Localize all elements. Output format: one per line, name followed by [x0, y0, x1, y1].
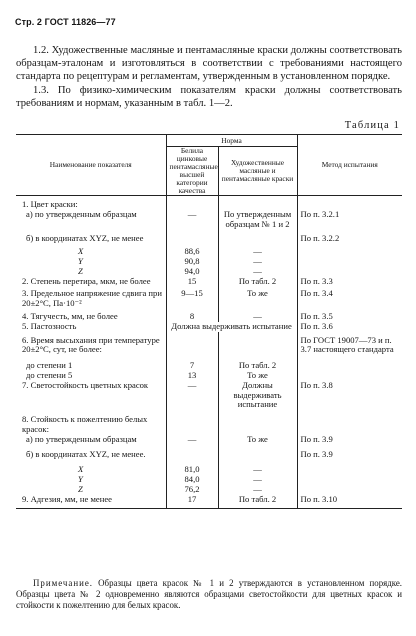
cell-white — [166, 229, 218, 244]
cell-white: 88,6 — [166, 244, 218, 257]
table-row — [16, 244, 402, 257]
cell-art: Должны выдерживать испытание — [218, 381, 297, 410]
table-1 — [16, 134, 402, 509]
cell-white: — — [166, 210, 218, 230]
table-row — [16, 229, 402, 244]
cell-method: По п. 3.8 — [297, 381, 402, 410]
cell-indicator: б) в координатах XYZ, не менее. — [26, 448, 146, 459]
cell-art: По табл. 2 — [218, 277, 297, 287]
cell-art: — — [218, 475, 297, 485]
cell-art: — — [218, 267, 297, 277]
cell-method: По п. 3.2.2 — [297, 229, 402, 244]
cell-white: — — [166, 435, 218, 445]
cell-white — [166, 332, 218, 356]
cell-white — [166, 196, 218, 210]
cell-indicator: 7. Светостойкость цветных красок — [22, 379, 149, 390]
cell-method: По п. 3.2.1 — [297, 210, 402, 230]
table-row — [16, 196, 402, 210]
table-row — [16, 210, 402, 230]
cell-white: 76,2 — [166, 485, 218, 495]
header-white: Белила цинковые пентамасляные высшей категории качества — [166, 147, 218, 196]
cell-norm-merged: Должна выдерживать испытание — [166, 322, 297, 332]
table-row — [16, 257, 402, 267]
cell-indicator: 9. Адгезия, мм, не менее — [16, 495, 166, 508]
cell-white: 9—15 — [166, 286, 218, 309]
table-row — [16, 322, 402, 332]
cell-art — [218, 332, 297, 356]
cell-indicator: 6. Время высыхания при температуре 20±2°С, сут, не более: — [22, 334, 160, 355]
cell-art: По табл. 2 — [218, 355, 297, 371]
cell-white: 94,0 — [166, 267, 218, 277]
cell-method — [297, 475, 402, 485]
clause-1-3: 1.3. По физико-химическим показателям краски должны соответствовать требованиям и нормам, указанным в табл. 1—2. — [16, 84, 402, 109]
table-row — [16, 309, 402, 322]
table-caption: Таблица 1 — [344, 120, 400, 131]
header-art: Художественные масляные и пентамасляные краски — [218, 147, 297, 196]
cell-art: То же — [218, 286, 297, 309]
table-row — [16, 495, 402, 508]
cell-method — [297, 410, 402, 435]
cell-indicator: Y — [78, 474, 83, 485]
cell-method: По п. 3.9 — [297, 445, 402, 460]
cell-method: По п. 3.10 — [297, 495, 402, 508]
header-norm: Норма — [166, 135, 297, 147]
cell-method — [297, 196, 402, 210]
cell-indicator: 5. Пастозность — [22, 320, 77, 331]
cell-art: — — [218, 485, 297, 495]
page-header: Стр. 2 ГОСТ 11826—77 — [15, 17, 116, 27]
cell-art: — — [218, 257, 297, 267]
cell-white: — — [166, 381, 218, 410]
cell-indicator: б) в координатах XYZ, не менее — [26, 233, 144, 244]
cell-white — [166, 445, 218, 460]
cell-art: То же — [218, 371, 297, 381]
cell-indicator: Z — [78, 483, 83, 494]
note-label: Примечание. — [33, 578, 93, 588]
cell-white: 81,0 — [166, 459, 218, 475]
cell-art — [218, 445, 297, 460]
cell-method: По п. 3.6 — [297, 322, 402, 332]
cell-art: По табл. 2 — [218, 495, 297, 508]
cell-art — [218, 410, 297, 435]
cell-white: 90,8 — [166, 257, 218, 267]
cell-white: 84,0 — [166, 475, 218, 485]
cell-art: — — [218, 459, 297, 475]
table-row — [16, 445, 402, 460]
cell-method — [297, 257, 402, 267]
cell-indicator: до степени 1 — [26, 360, 73, 371]
cell-indicator: до степени 5 — [26, 369, 73, 380]
table-row — [16, 381, 402, 410]
cell-white: 15 — [166, 277, 218, 287]
cell-method: По ГОСТ 19007—73 и п. 3.7 настоящего стандарта — [297, 332, 402, 356]
clause-1-2: 1.2. Художественные масляные и пентамасляные краски должны соответствовать образцам-эталонам и изготовляться в соответствии с требованиями настоящего стандарта по рецептурам и регламентам, утвержденным в установленном порядке. — [16, 45, 402, 83]
cell-art — [218, 229, 297, 244]
footnote — [16, 578, 402, 611]
cell-method: По п. 3.5 — [297, 309, 402, 322]
cell-indicator: 8. Стойкость к пожелтению белых красок: — [22, 414, 148, 434]
cell-indicator: X — [78, 246, 84, 257]
cell-method — [297, 459, 402, 475]
cell-indicator: 1. Цвет краски: — [22, 199, 78, 209]
table-row — [16, 459, 402, 475]
cell-white: 13 — [166, 371, 218, 381]
table-row — [16, 475, 402, 485]
table-body — [16, 196, 402, 509]
cell-indicator: X — [78, 464, 84, 475]
cell-method: По п. 3.9 — [297, 435, 402, 445]
intro-text — [16, 44, 402, 110]
cell-method — [297, 244, 402, 257]
cell-art: — — [218, 244, 297, 257]
note-text: Образцы цвета красок № 1 и 2 утверждаются в установленном порядке. Образцы цвета № 2 одновременно являются образцами светостойкости для цветных красок и стойкости к пожелтению для белых красок. — [16, 578, 402, 610]
table-row — [16, 435, 402, 445]
table-row — [16, 277, 402, 287]
cell-art: По утвержденным образцам № 1 и 2 — [218, 210, 297, 230]
table-row — [16, 355, 402, 371]
cell-method: По п. 3.3 — [297, 277, 402, 287]
cell-white: 7 — [166, 355, 218, 371]
cell-indicator: 4. Тягучесть, мм, не более — [22, 310, 118, 321]
cell-indicator: а) по утвержденным образцам — [26, 208, 137, 219]
cell-indicator: 3. Предельное напряжение сдвига при 20±2°С, Па·10⁻² — [22, 288, 162, 309]
cell-indicator: Z — [78, 265, 83, 276]
cell-white — [166, 410, 218, 435]
cell-art: — — [218, 309, 297, 322]
cell-white: 8 — [166, 309, 218, 322]
table-row — [16, 332, 402, 356]
cell-method — [297, 355, 402, 371]
cell-method: По п. 3.4 — [297, 286, 402, 309]
table-row — [16, 410, 402, 435]
cell-art: То же — [218, 435, 297, 445]
cell-white: 17 — [166, 495, 218, 508]
cell-indicator: Y — [78, 255, 83, 266]
header-indicator: Наименование показателя — [16, 135, 166, 196]
table-row — [16, 286, 402, 309]
cell-indicator: а) по утвержденным образцам — [26, 433, 137, 444]
cell-art — [218, 196, 297, 210]
cell-indicator: 2. Степень перетира, мкм, не более — [22, 275, 151, 286]
header-method: Метод испытания — [297, 135, 402, 196]
